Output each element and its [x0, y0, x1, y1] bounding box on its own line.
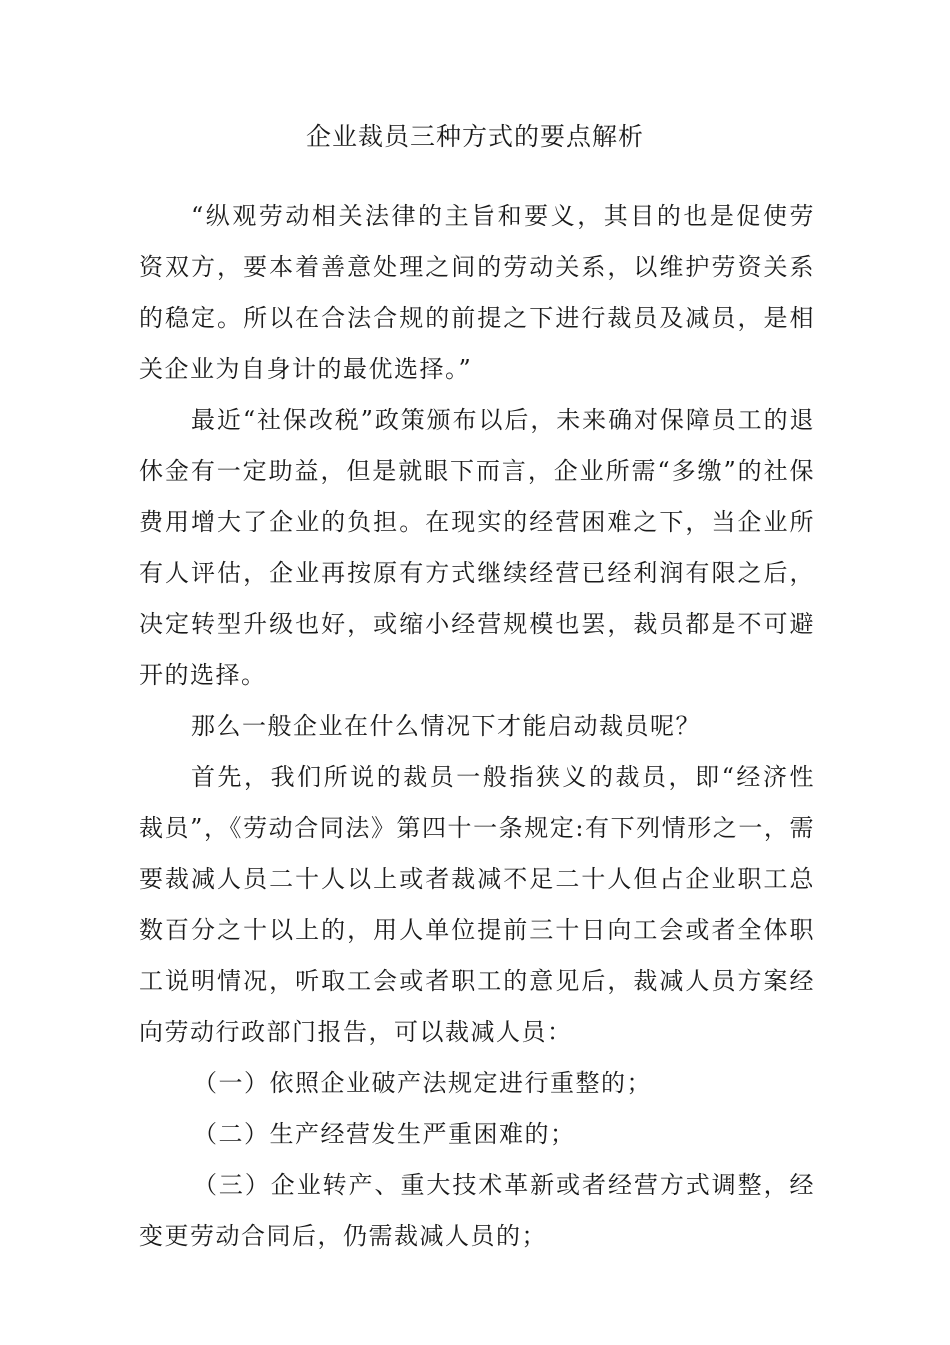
list-item-2: （二）生产经营发生严重困难的； — [193, 1120, 576, 1148]
document-title: 企业裁员三种方式的要点解析 — [305, 122, 644, 151]
paragraph-question: 那么一般企业在什么情况下才能启动裁员呢？ — [191, 712, 701, 740]
list-item-1: （一）依照企业破产法规定进行重整的； — [193, 1069, 652, 1097]
paragraph-social-security: 最近“社保改税”政策颁布以后，未来确对保障员工的退休金有一定助益，但是就眼下而言，企业所需“多缴”的社保费用增大了企业的负担。在现实的经营困难之下，当企业所有人评估，企业再按原有方式继续经营已经利润有限之后，决定转型升级也好，或缩小经营规模也罢，裁员都是不可避开的选择。 — [139, 406, 815, 689]
document-body — [139, 191, 815, 1262]
paragraph-legal-provision: 首先，我们所说的裁员一般指狭义的裁员，即“经济性裁员”，《劳动合同法》第四十一条规定:有下列情形之一，需要裁减人员二十人以上或者裁减不足二十人但占企业职工总数百分之十以上的，用人单位提前三十日向工会或者全体职工说明情况，听取工会或者职工的意见后，裁减人员方案经向劳动行政部门报告，可以裁减人员： — [139, 763, 815, 1046]
list-item-3: （三）企业转产、重大技术革新或者经营方式调整，经变更劳动合同后，仍需裁减人员的； — [139, 1171, 815, 1250]
paragraph-intro-quote: “纵观劳动相关法律的主旨和要义，其目的也是促使劳资双方，要本着善意处理之间的劳动关系，以维护劳资关系的稳定。所以在合法合规的前提之下进行裁员及减员，是相关企业为自身计的最优选择。” — [139, 202, 815, 383]
